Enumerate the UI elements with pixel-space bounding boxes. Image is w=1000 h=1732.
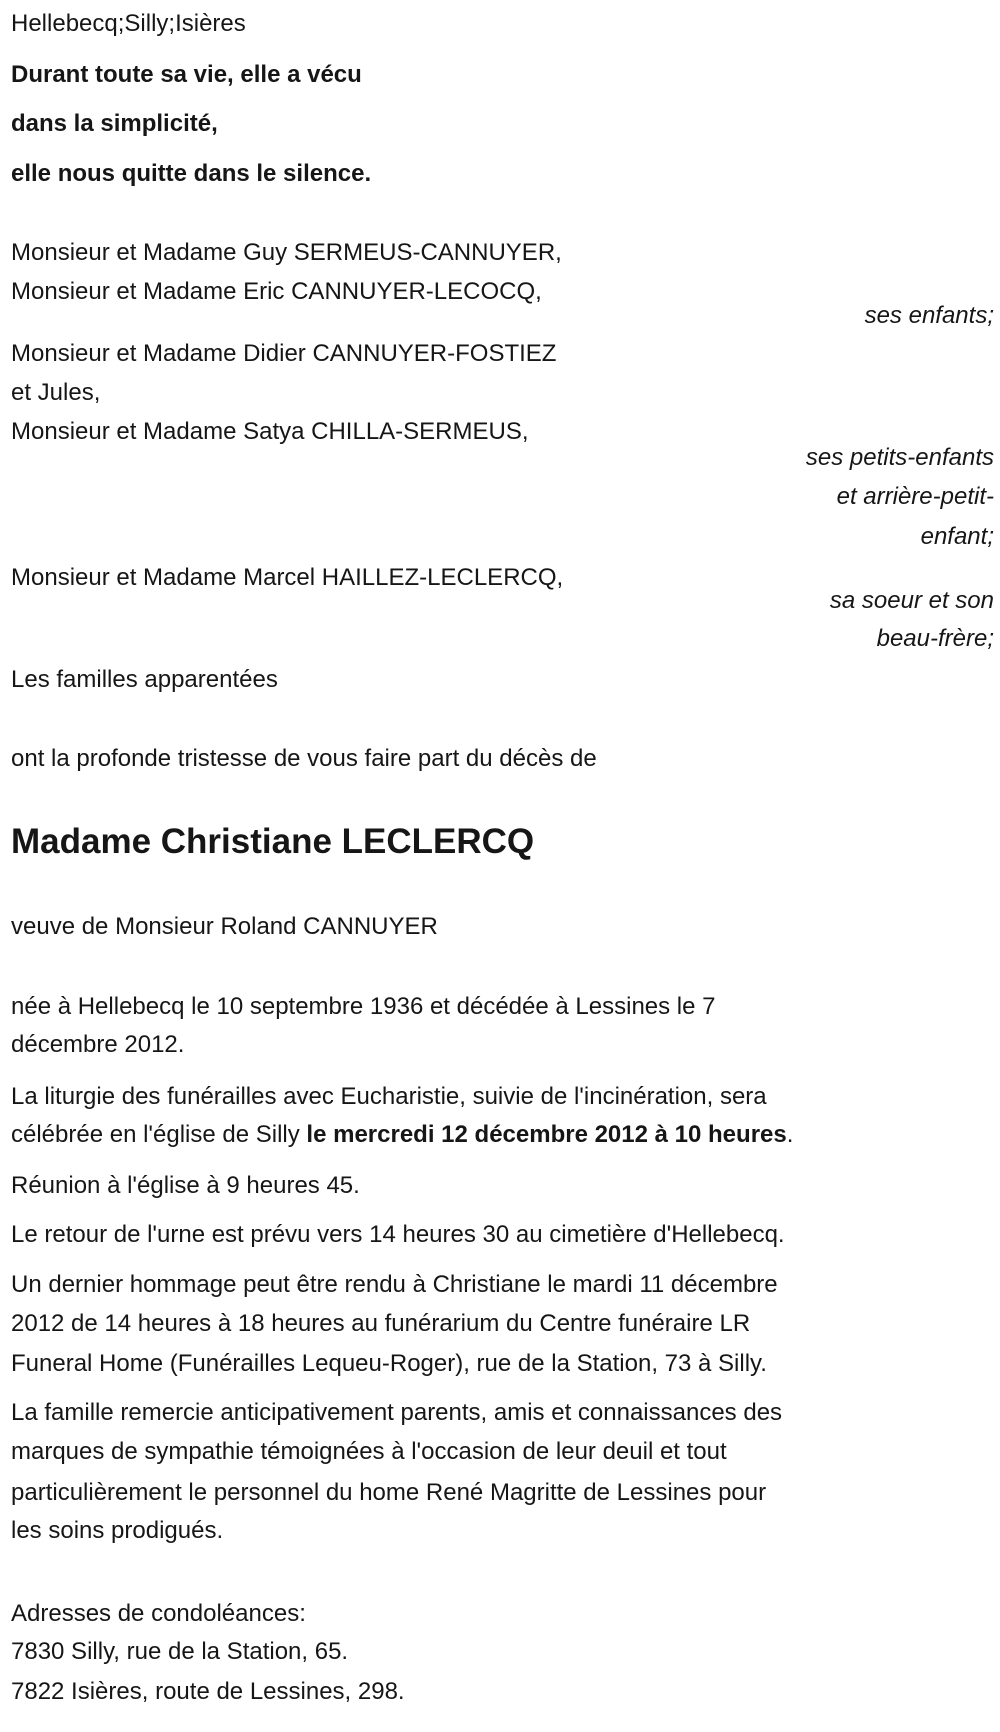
location: Hellebecq;Silly;Isières (11, 10, 246, 37)
ceremony-date: le mercredi 12 décembre 2012 à 10 heures (306, 1121, 787, 1148)
condolences-title: Adresses de condoléances: (11, 1600, 306, 1627)
liturgy: La liturgie des funérailles avec Eucharistie, suivie de l'incinération, sera (11, 1083, 767, 1110)
relation-label: ses enfants; (864, 302, 994, 329)
deceased-name: Madame Christiane LECLERCQ (11, 822, 535, 861)
relation-label: sa soeur et son (829, 587, 994, 614)
urn-return: Le retour de l'urne est prévu vers 14 heures 30 au cimetière d'Hellebecq. (11, 1221, 785, 1248)
thanks: les soins prodigués. (11, 1517, 224, 1544)
tribute: Funeral Home (Funérailles Lequeu-Roger), rue de la Station, 73 à Silly. (11, 1350, 767, 1377)
thanks: particulièrement le personnel du home René Magritte de Lessines pour (11, 1479, 767, 1506)
condolence-address: 7822 Isières, route de Lessines, 298. (11, 1678, 405, 1705)
relation-label: beau-frère; (876, 625, 994, 652)
family-member: Monsieur et Madame Didier CANNUYER-FOSTIEZ (11, 340, 557, 367)
tribute: Un dernier hommage peut être rendu à Christiane le mardi 11 décembre (11, 1271, 778, 1298)
thanks: marques de sympathie témoignées à l'occasion de leur deuil et tout (11, 1438, 727, 1465)
condolence-address: 7830 Silly, rue de la Station, 65. (11, 1638, 349, 1665)
family-member: Monsieur et Madame Satya CHILLA-SERMEUS, (11, 418, 529, 445)
thanks: La famille remercie anticipativement parents, amis et connaissances des (11, 1399, 783, 1426)
relation-label: enfant; (920, 523, 994, 550)
announcement: ont la profonde tristesse de vous faire part du décès de (11, 745, 597, 772)
birth-death: née à Hellebecq le 10 septembre 1936 et décédée à Lessines le 7 (11, 993, 716, 1020)
liturgy-text: . (786, 1121, 794, 1148)
verse-line: Durant toute sa vie, elle a vécu (11, 61, 362, 88)
tribute: 2012 de 14 heures à 18 heures au funérarium du Centre funéraire LR (11, 1310, 751, 1337)
widow-of: veuve de Monsieur Roland CANNUYER (11, 913, 438, 940)
family-member: Monsieur et Madame Eric CANNUYER-LECOCQ, (11, 278, 542, 305)
meeting: Réunion à l'église à 9 heures 45. (11, 1172, 360, 1199)
relation-label: et arrière-petit- (836, 483, 994, 510)
relation-label: ses petits-enfants (805, 444, 994, 471)
liturgy (11, 1120, 793, 1150)
family-member: Monsieur et Madame Guy SERMEUS-CANNUYER, (11, 239, 562, 266)
liturgy-text: célébrée en l'église de Silly (11, 1121, 307, 1148)
family-member: et Jules, (11, 379, 101, 406)
birth-death: décembre 2012. (11, 1031, 185, 1058)
verse-line: elle nous quitte dans le silence. (11, 160, 372, 187)
verse-line: dans la simplicité, (11, 110, 218, 137)
family-member: Monsieur et Madame Marcel HAILLEZ-LECLERCQ, (11, 564, 564, 591)
relatives: Les familles apparentées (11, 666, 278, 693)
